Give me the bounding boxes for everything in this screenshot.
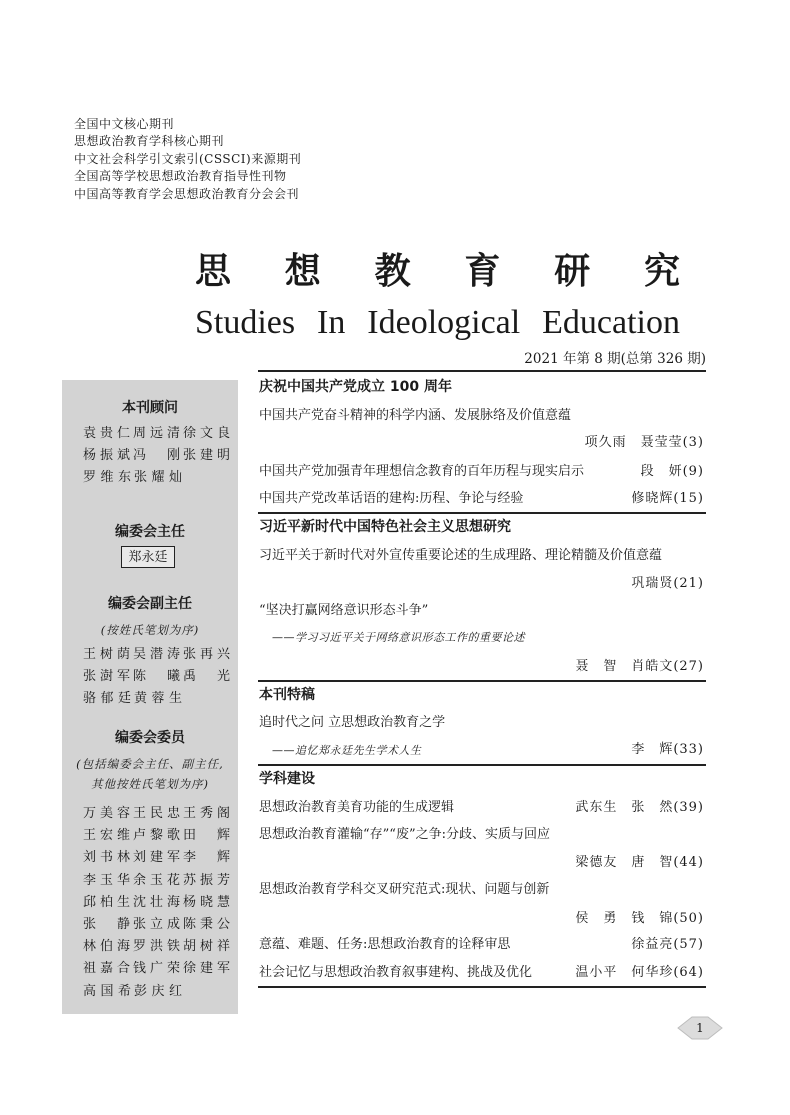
person-name: 陈秉公 xyxy=(183,917,230,933)
person-name: 吴潜涛 xyxy=(133,647,180,662)
article-subtitle: ——学习习近平关于网络意识形态工作的重要论述 xyxy=(272,631,525,644)
person-name: 沈壮海 xyxy=(133,894,180,910)
person-name: 张再兴 xyxy=(183,647,230,662)
person-name: 张耀灿 xyxy=(134,470,182,486)
title-char: 研 xyxy=(554,251,591,292)
toc-bottom-rule xyxy=(258,986,706,988)
person-name: 张建明 xyxy=(183,448,230,464)
section-heading: 庆祝中国共产党成立 100 周年 xyxy=(259,379,452,395)
page-number: 1 xyxy=(696,1021,704,1035)
title-char: 思 xyxy=(195,251,232,292)
article-author-page: 徐益亮(57) xyxy=(631,937,704,952)
person-name: 徐文良 xyxy=(183,426,230,441)
person-name: 袁贵仁 xyxy=(83,426,130,441)
person-name: 李玉华 xyxy=(83,872,130,888)
article-subtitle: ——追忆郑永廷先生学术人生 xyxy=(272,744,422,757)
article-title[interactable]: 思想政治教育美育功能的生成逻辑 xyxy=(259,800,455,815)
title-char: 育 xyxy=(464,251,501,292)
person-name: 胡树祥 xyxy=(183,939,230,955)
indexing-line: 中国高等教育学会思想政治教育分会会刊 xyxy=(74,186,300,201)
advisors-heading: 本刊顾问 xyxy=(122,400,178,416)
person-name: 王秀阁 xyxy=(183,806,230,821)
person-name: 祖嘉合 xyxy=(83,961,130,977)
article-title[interactable]: 中国共产党加强青年理想信念教育的百年历程与现实启示 xyxy=(259,464,585,479)
article-author-page: 温小平 何华珍(64) xyxy=(575,965,704,980)
person-name: 余玉花 xyxy=(133,872,180,888)
deputy-heading: 编委会副主任 xyxy=(108,596,192,612)
editorial-board-sidebar xyxy=(62,380,238,1014)
person-name: 林伯海 xyxy=(83,939,130,955)
chief-name-box: 郑永廷 xyxy=(121,546,175,568)
person-name: 徐建军 xyxy=(183,961,230,977)
section-rule xyxy=(258,680,706,682)
article-author-page: 李 辉(33) xyxy=(631,742,704,757)
section-heading: 本刊特稿 xyxy=(259,687,315,703)
article-author-page: 侯 勇 钱 锦(50) xyxy=(575,911,704,926)
article-author-page: 段 妍(9) xyxy=(640,464,704,479)
deputy-note: (按姓氏笔划为序) xyxy=(100,623,200,637)
article-title[interactable]: “坚决打赢网络意识形态斗争” xyxy=(259,603,429,618)
person-name: 彭庆红 xyxy=(134,983,182,999)
person-name: 万美容 xyxy=(83,806,130,821)
person-name: 王宏维 xyxy=(83,828,130,844)
article-title[interactable]: 意蕴、难题、任务:思想政治教育的诠释审思 xyxy=(259,937,511,952)
person-name: 高国希 xyxy=(83,983,131,999)
person-name: 张 静 xyxy=(83,917,130,933)
section-rule xyxy=(258,764,706,766)
person-name: 刘建军 xyxy=(133,850,180,866)
article-title[interactable]: 思想政治教育学科交叉研究范式:现状、问题与创新 xyxy=(259,882,550,897)
article-title[interactable]: 社会记忆与思想政治教育叙事建构、挑战及优化 xyxy=(259,965,533,980)
person-name: 张立成 xyxy=(133,917,180,933)
person-name: 卢黎歌 xyxy=(133,828,180,844)
section-rule xyxy=(258,512,706,514)
person-name: 钱广荣 xyxy=(133,961,180,977)
person-name: 田 辉 xyxy=(183,828,230,844)
members-note: 其他按姓氏笔划为序) xyxy=(91,777,209,791)
chief-heading: 编委会主任 xyxy=(115,524,185,540)
person-name: 刘书林 xyxy=(83,850,130,866)
person-name: 陈 曦 xyxy=(133,669,180,685)
article-title[interactable]: 中国共产党改革话语的建构:历程、争论与经验 xyxy=(259,491,524,506)
person-name: 冯 刚 xyxy=(133,448,180,464)
deputies-list xyxy=(83,644,233,711)
article-title[interactable]: 思想政治教育灌输“存”“废”之争:分歧、实质与回应 xyxy=(259,827,550,842)
article-author-page: 项久雨 聂莹莹(3) xyxy=(584,435,704,450)
person-name: 苏振芳 xyxy=(183,872,230,888)
journal-title-en: Studies In Ideological Education xyxy=(195,304,680,341)
article-author-page: 武东生 张 然(39) xyxy=(575,800,704,815)
indexing-list xyxy=(74,116,301,203)
title-char: 究 xyxy=(643,251,680,292)
members-note: (包括编委会主任、副主任, xyxy=(76,757,224,771)
person-name: 周远清 xyxy=(133,426,180,441)
person-name: 罗维东 xyxy=(83,470,131,486)
section-heading: 学科建设 xyxy=(259,771,315,787)
article-author-page: 巩瑞贤(21) xyxy=(631,576,704,591)
person-name: 罗洪铁 xyxy=(133,939,180,955)
journal-title-cn xyxy=(195,248,680,296)
person-name: 黄蓉生 xyxy=(134,691,182,707)
toc-top-rule xyxy=(258,370,706,372)
article-author-page: 梁德友 唐 智(44) xyxy=(575,855,704,870)
person-name: 杨晓慧 xyxy=(183,894,230,910)
person-name: 张澍军 xyxy=(83,669,130,685)
person-name: 王树荫 xyxy=(83,647,130,662)
title-char: 想 xyxy=(284,251,321,292)
article-title[interactable]: 追时代之问 立思想政治教育之学 xyxy=(259,715,446,730)
page-number-badge xyxy=(677,1016,723,1040)
indexing-line: 中文社会科学引文索引(CSSCI)来源期刊 xyxy=(74,151,302,166)
article-author-page: 聂 智 肖皓文(27) xyxy=(575,659,704,674)
indexing-line: 思想政治教育学科核心期刊 xyxy=(74,134,225,149)
members-list xyxy=(83,803,233,1003)
indexing-line: 全国中文核心期刊 xyxy=(74,117,175,131)
person-name: 禹 光 xyxy=(183,669,230,685)
person-name: 杨振斌 xyxy=(83,448,130,464)
indexing-line: 全国高等学校思想政治教育指导性刊物 xyxy=(74,169,287,184)
person-name: 骆郁廷 xyxy=(83,691,131,707)
article-title[interactable]: 中国共产党奋斗精神的科学内涵、发展脉络及价值意蕴 xyxy=(259,408,572,423)
article-title[interactable]: 习近平关于新时代对外宣传重要论述的生成理路、理论精髓及价值意蕴 xyxy=(259,548,663,563)
issue-number: 2021 年第 8 期(总第 326 期) xyxy=(524,351,706,367)
person-name: 王民忠 xyxy=(133,806,180,821)
advisors-list xyxy=(83,423,233,490)
article-author-page: 修晓辉(15) xyxy=(631,491,704,506)
person-name: 李 辉 xyxy=(183,850,230,866)
section-heading: 习近平新时代中国特色社会主义思想研究 xyxy=(259,519,511,535)
members-heading: 编委会委员 xyxy=(115,730,185,746)
title-char: 教 xyxy=(374,251,411,292)
person-name: 邱柏生 xyxy=(83,894,130,910)
